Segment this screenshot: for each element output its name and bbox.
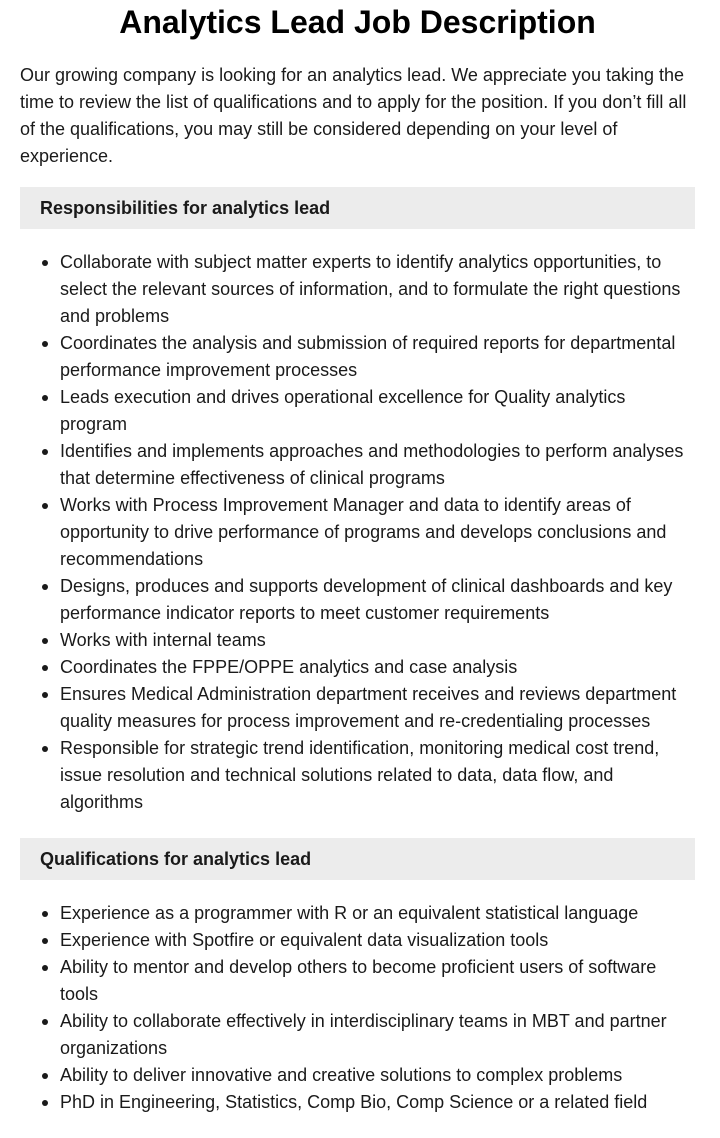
responsibilities-heading: Responsibilities for analytics lead: [20, 187, 695, 229]
qualifications-list: [20, 900, 695, 1116]
responsibilities-list: [20, 249, 695, 816]
responsibility-item: Coordinates the FPPE/OPPE analytics and case analysis: [60, 654, 695, 681]
qualification-item: Ability to deliver innovative and creative solutions to complex problems: [60, 1062, 695, 1089]
responsibility-item: Coordinates the analysis and submission of required reports for departmental performance improvement processes: [60, 330, 695, 384]
qualification-item: Experience with Spotfire or equivalent data visualization tools: [60, 927, 695, 954]
qualifications-heading: Qualifications for analytics lead: [20, 838, 695, 880]
responsibility-item: Leads execution and drives operational excellence for Quality analytics program: [60, 384, 695, 438]
responsibility-item: Works with Process Improvement Manager and data to identify areas of opportunity to drive performance of programs and develops conclusions and recommendations: [60, 492, 695, 573]
responsibility-item: Ensures Medical Administration department receives and reviews department quality measures for process improvement and re-credentialing processes: [60, 681, 695, 735]
responsibility-item: Works with internal teams: [60, 627, 695, 654]
qualification-item: Ability to collaborate effectively in interdisciplinary teams in MBT and partner organizations: [60, 1008, 695, 1062]
responsibility-item: Responsible for strategic trend identification, monitoring medical cost trend, issue resolution and technical solutions related to data, data flow, and algorithms: [60, 735, 695, 816]
responsibility-item: Identifies and implements approaches and methodologies to perform analyses that determine effectiveness of clinical programs: [60, 438, 695, 492]
qualification-item: Ability to mentor and develop others to become proficient users of software tools: [60, 954, 695, 1008]
page-title: Analytics Lead Job Description: [119, 4, 596, 40]
qualification-item: PhD in Engineering, Statistics, Comp Bio, Comp Science or a related field: [60, 1089, 695, 1116]
responsibility-item: Designs, produces and supports development of clinical dashboards and key performance indicator reports to meet customer requirements: [60, 573, 695, 627]
responsibility-item: Collaborate with subject matter experts to identify analytics opportunities, to select the relevant sources of information, and to formulate the right questions and problems: [60, 249, 695, 330]
qualification-item: Experience as a programmer with R or an equivalent statistical language: [60, 900, 695, 927]
intro-paragraph: Our growing company is looking for an analytics lead. We appreciate you taking the time to review the list of qualifications and to apply for the position. If you don’t fill all of the qualifications, you may still be considered depending on your level of experience.: [20, 65, 687, 166]
